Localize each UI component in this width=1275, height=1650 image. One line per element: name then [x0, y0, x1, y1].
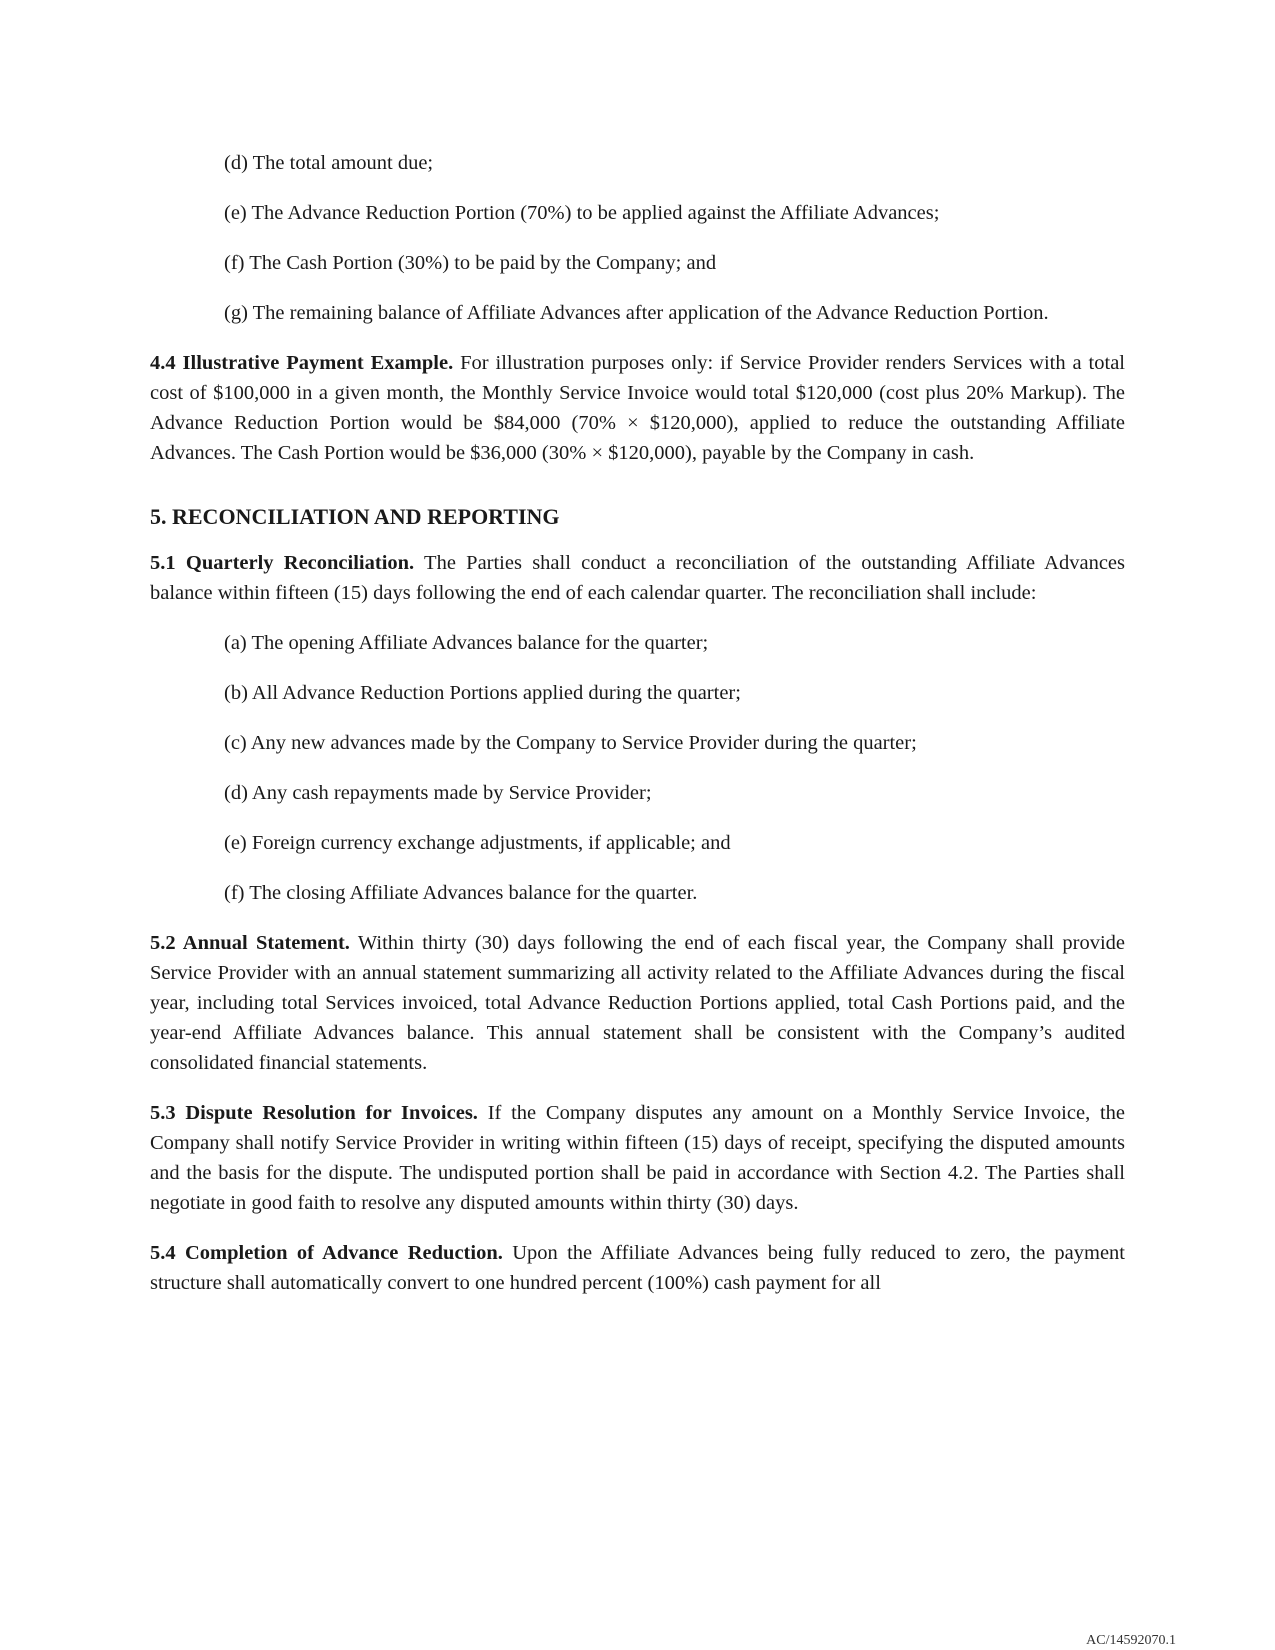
document-page [150, 148, 1125, 1318]
section-5-3-heading: 5.3 Dispute Resolution for Invoices. [150, 1102, 478, 1124]
section-5-3-paragraph [150, 1098, 1125, 1218]
section-5-1-body: The Parties shall conduct a reconciliation of the outstanding Affiliate Advances balance within fifteen (15) days following the end of each calendar quarter. The reconciliation shall include: [150, 552, 1125, 604]
list-item-a-opening-balance: (a) The opening Affiliate Advances balance for the quarter; [224, 632, 709, 654]
list-item-f-closing-balance: (f) The closing Affiliate Advances balance for the quarter. [224, 882, 698, 904]
section-5-2-body: Within thirty (30) days following the end of each fiscal year, the Company shall provide Service Provider with an annual statement summarizing all activity related to the Affiliate Advances during the fiscal year, including total Services invoiced, total Advance Reduction Portions applied, total Cash Portions paid, and the year-end Affiliate Advances balance. This annual statement shall be consistent with the Company’s audited consolidated financial statements. [150, 932, 1125, 1074]
section-4-4-paragraph [150, 348, 1125, 468]
section-5-1-paragraph [150, 548, 1125, 608]
section-5-2-paragraph [150, 928, 1125, 1078]
section-4-4-heading: 4.4 Illustrative Payment Example. [150, 352, 454, 374]
section-4-4-body: For illustration purposes only: if Service Provider renders Services with a total cost of $100,000 in a given month, the Monthly Service Invoice would total $120,000 (cost plus 20% Markup). The Advance Reduction Portion would be $84,000 (70% × $120,000), applied to reduce the outstanding Affiliate Advances. The Cash Portion would be $36,000 (30% × $120,000), payable by the Company in cash. [150, 352, 1125, 464]
list-item-d-total-amount: (d) The total amount due; [224, 152, 434, 174]
list-item-c-new-advances: (c) Any new advances made by the Company to Service Provider during the quarter; [224, 732, 917, 754]
section-5-heading: 5. RECONCILIATION AND REPORTING [150, 504, 560, 529]
section-5-4-body: Upon the Affiliate Advances being fully reduced to zero, the payment structure shall automatically convert to one hundred percent (100%) cash payment for all [150, 1242, 1125, 1294]
list-item-d-cash-repayments: (d) Any cash repayments made by Service Provider; [224, 782, 652, 804]
list-item-b-reductions-applied: (b) All Advance Reduction Portions applied during the quarter; [224, 682, 741, 704]
list-item-e-advance-reduction: (e) The Advance Reduction Portion (70%) to be applied against the Affiliate Advances; [224, 202, 940, 224]
section-5-4-paragraph [150, 1238, 1125, 1298]
section-5-3-body: If the Company disputes any amount on a Monthly Service Invoice, the Company shall notify Service Provider in writing within fifteen (15) days of receipt, specifying the disputed amounts and the basis for the dispute. The undisputed portion shall be paid in accordance with Section 4.2. The Parties shall negotiate in good faith to resolve any disputed amounts within thirty (30) days. [150, 1102, 1125, 1214]
section-5-1-heading: 5.1 Quarterly Reconciliation. [150, 552, 415, 574]
list-item-e-fx-adjustments: (e) Foreign currency exchange adjustments, if applicable; and [224, 832, 731, 854]
list-item-f-cash-portion: (f) The Cash Portion (30%) to be paid by the Company; and [224, 252, 717, 274]
section-5-2-heading: 5.2 Annual Statement. [150, 932, 350, 954]
section-5-4-heading: 5.4 Completion of Advance Reduction. [150, 1242, 503, 1264]
list-item-g-remaining-balance: (g) The remaining balance of Affiliate Advances after application of the Advance Reduction Portion. [224, 302, 1049, 324]
document-id-footer: AC/14592070.1 [1086, 1633, 1176, 1648]
